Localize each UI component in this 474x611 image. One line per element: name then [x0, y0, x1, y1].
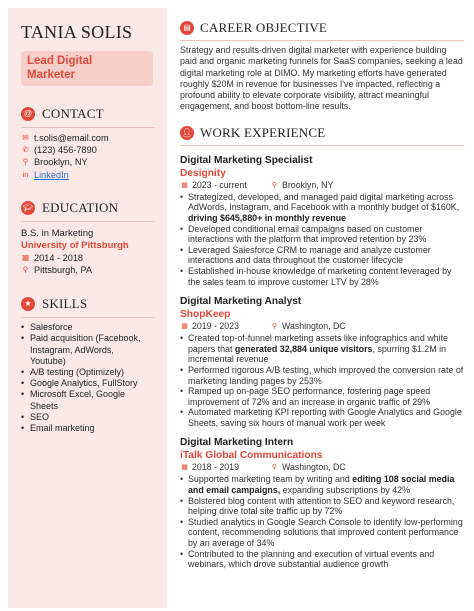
star-icon: ★ — [21, 297, 35, 311]
company-name: ShopKeep — [180, 309, 231, 321]
bullet-text: Supported marketing team by writing and — [188, 474, 353, 485]
job-location — [270, 180, 333, 191]
job-bullets — [180, 474, 464, 569]
skills-heading: SKILLS — [42, 296, 88, 312]
job-bullets — [180, 192, 464, 287]
bullet-item — [180, 266, 464, 287]
calendar-icon: ▦ — [181, 464, 188, 472]
jobs-list — [180, 154, 464, 570]
phone-icon: ✆ — [22, 145, 29, 155]
map-pin-icon: ⚲ — [22, 265, 29, 275]
education-dates-text: 2014 - 2018 — [34, 252, 84, 263]
skill-item: • Paid acquisition (Facebook, Instagram, AdWords, Youtube) — [21, 333, 149, 367]
bullet-text: Studied analytics in Google Search Console to identify low-performing content, recommending solutions that improved content performance by an average of 34% — [188, 516, 463, 549]
skill-item: • Salesforce — [21, 322, 149, 333]
bullet-highlight: generated 32,884 unique visitors — [234, 343, 373, 354]
location-text: Brooklyn, NY — [34, 157, 88, 168]
bullet-item — [180, 365, 464, 386]
contact-list — [21, 132, 167, 181]
job-location — [270, 321, 346, 332]
bullet-text: Strategized, developed, and managed paid digital marketing across AdWords, Instagram, and Facebook with a monthly budget of $160K, — [188, 191, 460, 213]
job-title-badge — [21, 51, 153, 86]
linkedin-icon: in — [22, 169, 29, 179]
education-degree: B.S. in Marketing — [21, 227, 94, 239]
job-meta — [180, 180, 464, 191]
bullet-item — [180, 517, 464, 549]
contact-location — [21, 156, 167, 168]
calendar-icon: ▦ — [181, 323, 188, 331]
job-title-line-1: Lead Digital — [27, 55, 93, 67]
education-dates — [21, 252, 167, 264]
map-pin-icon: ⚲ — [271, 181, 278, 189]
map-pin-icon: ⚲ — [271, 464, 278, 472]
skill-item: • Email marketing — [21, 423, 149, 434]
skills-heading-row — [21, 296, 167, 312]
job-bullets — [180, 333, 464, 428]
person-icon: 👤︎ — [180, 126, 194, 140]
resume-page — [8, 8, 466, 608]
sidebar — [8, 8, 167, 608]
bullet-item — [180, 192, 464, 224]
linkedin-link[interactable]: LinkedIn — [34, 169, 69, 180]
bullet-text: , spurring $1.2M in incremental revenue — [188, 343, 447, 365]
contact-phone — [21, 144, 167, 156]
objective-text: Strategy and results-driven digital marketer with experience building paid and organic marketing funnels for SaaS companies, seeking a lead digital marketing role at DIMO. My marketing efforts have generated roughly $20M in revenue for businesses I've impacted, reflecting a profound ability to elevate corporate visibility, attract meaningful engagement, and boost bottom-line results. — [180, 45, 463, 112]
education-heading: EDUCATION — [42, 199, 119, 215]
divider — [21, 221, 155, 222]
job-title: Digital Marketing Intern — [180, 437, 294, 449]
bullet-text: Contributed to the planning and execution of virtual events and webinars, which drove substantial audience growth — [188, 548, 435, 570]
bullet-text: Developed conditional email campaigns based on customer interactions with the platform that improved retention by 23% — [188, 223, 427, 245]
bullet-text: Automated marketing KPI reporting with Google Analytics and Google Sheets, saving six hours of manual work per week — [188, 407, 462, 428]
calendar-icon: ▦ — [181, 181, 188, 189]
phone-text: (123) 456-7890 — [34, 145, 97, 156]
job-meta — [180, 462, 464, 473]
bullet-text: expanding subscriptions by 42% — [280, 485, 410, 496]
envelope-icon: ✉ — [22, 133, 29, 142]
job-location — [270, 462, 346, 473]
divider — [180, 40, 464, 41]
bullet-text: Established in-house knowledge of marketing content leveraged by the sales team to improve customer LTV by 28% — [188, 265, 452, 287]
skill-item: • Google Analytics, FullStory — [21, 378, 149, 389]
main-column — [180, 8, 464, 570]
bullet-text: Leveraged Salesforce CRM to manage and analyze customer interactions and data throughout the customer lifecycle — [188, 244, 431, 266]
bullet-item — [180, 245, 464, 266]
skill-item: • A/B testing (Optimizely) — [21, 367, 149, 378]
skill-item: • SEO — [21, 412, 149, 423]
contact-heading-row — [21, 106, 167, 122]
education-heading-row — [21, 200, 167, 216]
document-icon: ▤ — [180, 21, 194, 35]
at-sign-icon: @ — [21, 107, 35, 121]
bullet-text: Bolstered blog content with attention to SEO and keyword research, helping drive total site traffic up by 72% — [188, 495, 455, 517]
bullet-item — [180, 474, 464, 495]
job-entry — [180, 154, 464, 287]
contact-linkedin[interactable] — [21, 169, 167, 181]
divider — [21, 317, 155, 318]
candidate-name: TANIA SOLIS — [21, 22, 133, 42]
bullet-text: Ramped up on-page SEO performance, fostering page speed improvement of 72% and an increase in organic traffic of 29% — [188, 386, 431, 407]
contact-heading: CONTACT — [42, 106, 104, 121]
job-title-line-2: Marketer — [27, 69, 75, 81]
bullet-highlight: editing 108 social media and email campaigns, — [188, 474, 455, 496]
bullet-text: Performed rigorous A/B testing, which improved the conversion rate of marketing landing pages by 253% — [188, 364, 464, 386]
education-location-text: Pittsburgh, PA — [34, 265, 93, 276]
education-location — [21, 264, 167, 276]
education-school: University of Pittsburgh — [21, 239, 129, 251]
job-dates — [180, 462, 270, 473]
job-dates-text: 2023 - current — [192, 179, 247, 190]
graduation-cap-icon: 🎓︎ — [21, 201, 35, 215]
job-location-text: Brooklyn, NY — [282, 179, 334, 190]
map-pin-icon: ⚲ — [271, 323, 278, 331]
job-dates-text: 2018 - 2019 — [192, 462, 239, 473]
map-pin-icon: ⚲ — [22, 157, 29, 167]
skills-list — [21, 322, 167, 434]
divider — [21, 127, 155, 128]
email-text: t.solis@email.com — [34, 133, 109, 143]
company-name: iTalk Global Communications — [180, 450, 323, 462]
company-name: Designity — [180, 167, 226, 179]
bullet-text: Created top-of-funnel marketing assets like infographics and white papers that — [188, 333, 448, 354]
divider — [180, 145, 464, 146]
job-location-text: Washington, DC — [282, 462, 346, 473]
job-dates-text: 2019 - 2023 — [192, 321, 239, 332]
bullet-item — [180, 224, 464, 245]
job-entry — [180, 436, 464, 569]
bullet-item — [180, 333, 464, 365]
job-title: Digital Marketing Specialist — [180, 154, 313, 166]
bullet-item — [180, 386, 464, 407]
job-dates — [180, 180, 270, 191]
bullet-item — [180, 549, 464, 570]
bullet-highlight: driving $645,880+ in monthly revenue — [188, 212, 347, 223]
bullet-item — [180, 496, 464, 517]
bullet-item — [180, 407, 464, 428]
job-entry — [180, 295, 464, 428]
calendar-icon: ▦ — [21, 252, 30, 262]
job-title: Digital Marketing Analyst — [180, 296, 302, 308]
skill-item: • Microsoft Excel, Google Sheets — [21, 389, 149, 411]
contact-email — [21, 132, 167, 144]
job-dates — [180, 321, 270, 332]
job-meta — [180, 321, 464, 332]
experience-heading: WORK EXPERIENCE — [200, 124, 326, 140]
experience-heading-row — [180, 125, 464, 141]
objective-heading-row — [180, 20, 464, 36]
job-location-text: Washington, DC — [282, 321, 346, 332]
objective-heading: CAREER OBJECTIVE — [200, 20, 328, 35]
